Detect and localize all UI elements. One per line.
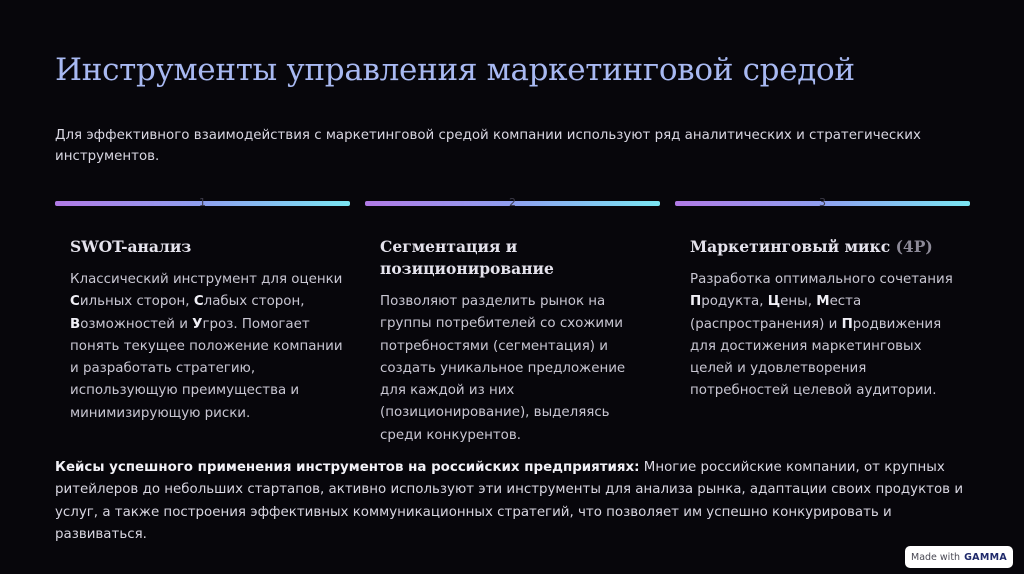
text-run: лабых сторон, (203, 294, 305, 310)
highlight-letter: В (70, 316, 81, 332)
gamma-logo: GAMMA (964, 551, 1007, 563)
page-title: Инструменты управления маркетинговой средой (55, 52, 855, 88)
highlight-letter: У (192, 316, 203, 332)
highlight-letter: С (70, 294, 80, 310)
highlight-letter: Ц (767, 294, 781, 310)
cases-paragraph (55, 457, 985, 546)
cases-lead: Кейсы успешного применения инструментов на российских предприятиях: (55, 460, 640, 475)
tool-column-swot (55, 196, 350, 425)
highlight-letter: С (193, 294, 204, 310)
highlight-letter: М (816, 294, 830, 310)
made-with-gamma-badge[interactable] (905, 546, 1013, 568)
text-run: гроз. Помогает понять текущее положение компании и разработать стратегию, использующую преимущества и минимизирующую риски. (70, 316, 343, 421)
text-run: Разработка оптимального сочетания (690, 272, 953, 287)
text-run: ены, (780, 294, 817, 310)
text-run: родвижения для достижения маркетинговых целей и удовлетворения потребностей целевой аудитории. (690, 316, 942, 399)
column-heading: SWOT-анализ (70, 237, 192, 256)
tool-column-marketing-mix (675, 196, 970, 403)
text-run: ильных сторон, (79, 294, 194, 310)
text-run: озможностей и (80, 316, 193, 332)
cases-text: Многие российские компании, от крупных ритейлеров до небольших стартапов, активно используют эти инструменты для анализа рынка, адаптации своих продуктов и услуг, а также построения эффективных коммуникационных стратегий, что позволяет им успешно конкурировать и развиваться. (55, 460, 964, 542)
column-text (690, 269, 965, 403)
gradient-bar (365, 196, 660, 209)
text-run: Классический инструмент для оценки (70, 272, 343, 287)
text-run: Позволяют разделить рынок на группы потребителей со схожими потребностями (сегментация) и создать уникальное предложение для каждой из них (позиционирование), выделяясь среди конкурентов. (380, 294, 626, 443)
step-number: 3 (819, 196, 826, 209)
column-text (70, 269, 345, 425)
tool-column-segmentation (365, 196, 660, 447)
highlight-letter: П (690, 294, 702, 310)
highlight-letter: П (841, 316, 853, 332)
step-number: 1 (199, 196, 206, 209)
text-run: еста (распространения) и (690, 294, 862, 332)
column-heading: Маркетинговый микс (4P) (690, 237, 933, 256)
badge-label: Made with (911, 551, 961, 563)
intro-text: Для эффективного взаимодействия с маркетинговой средой компании используют ряд аналитических и стратегических инструментов. (55, 128, 921, 164)
gradient-bar (675, 196, 970, 209)
step-number: 2 (509, 196, 516, 209)
column-text (380, 291, 655, 447)
text-run: родукта, (701, 294, 768, 310)
column-heading: Сегментация и позиционирование (380, 237, 554, 278)
gradient-bar (55, 196, 350, 209)
